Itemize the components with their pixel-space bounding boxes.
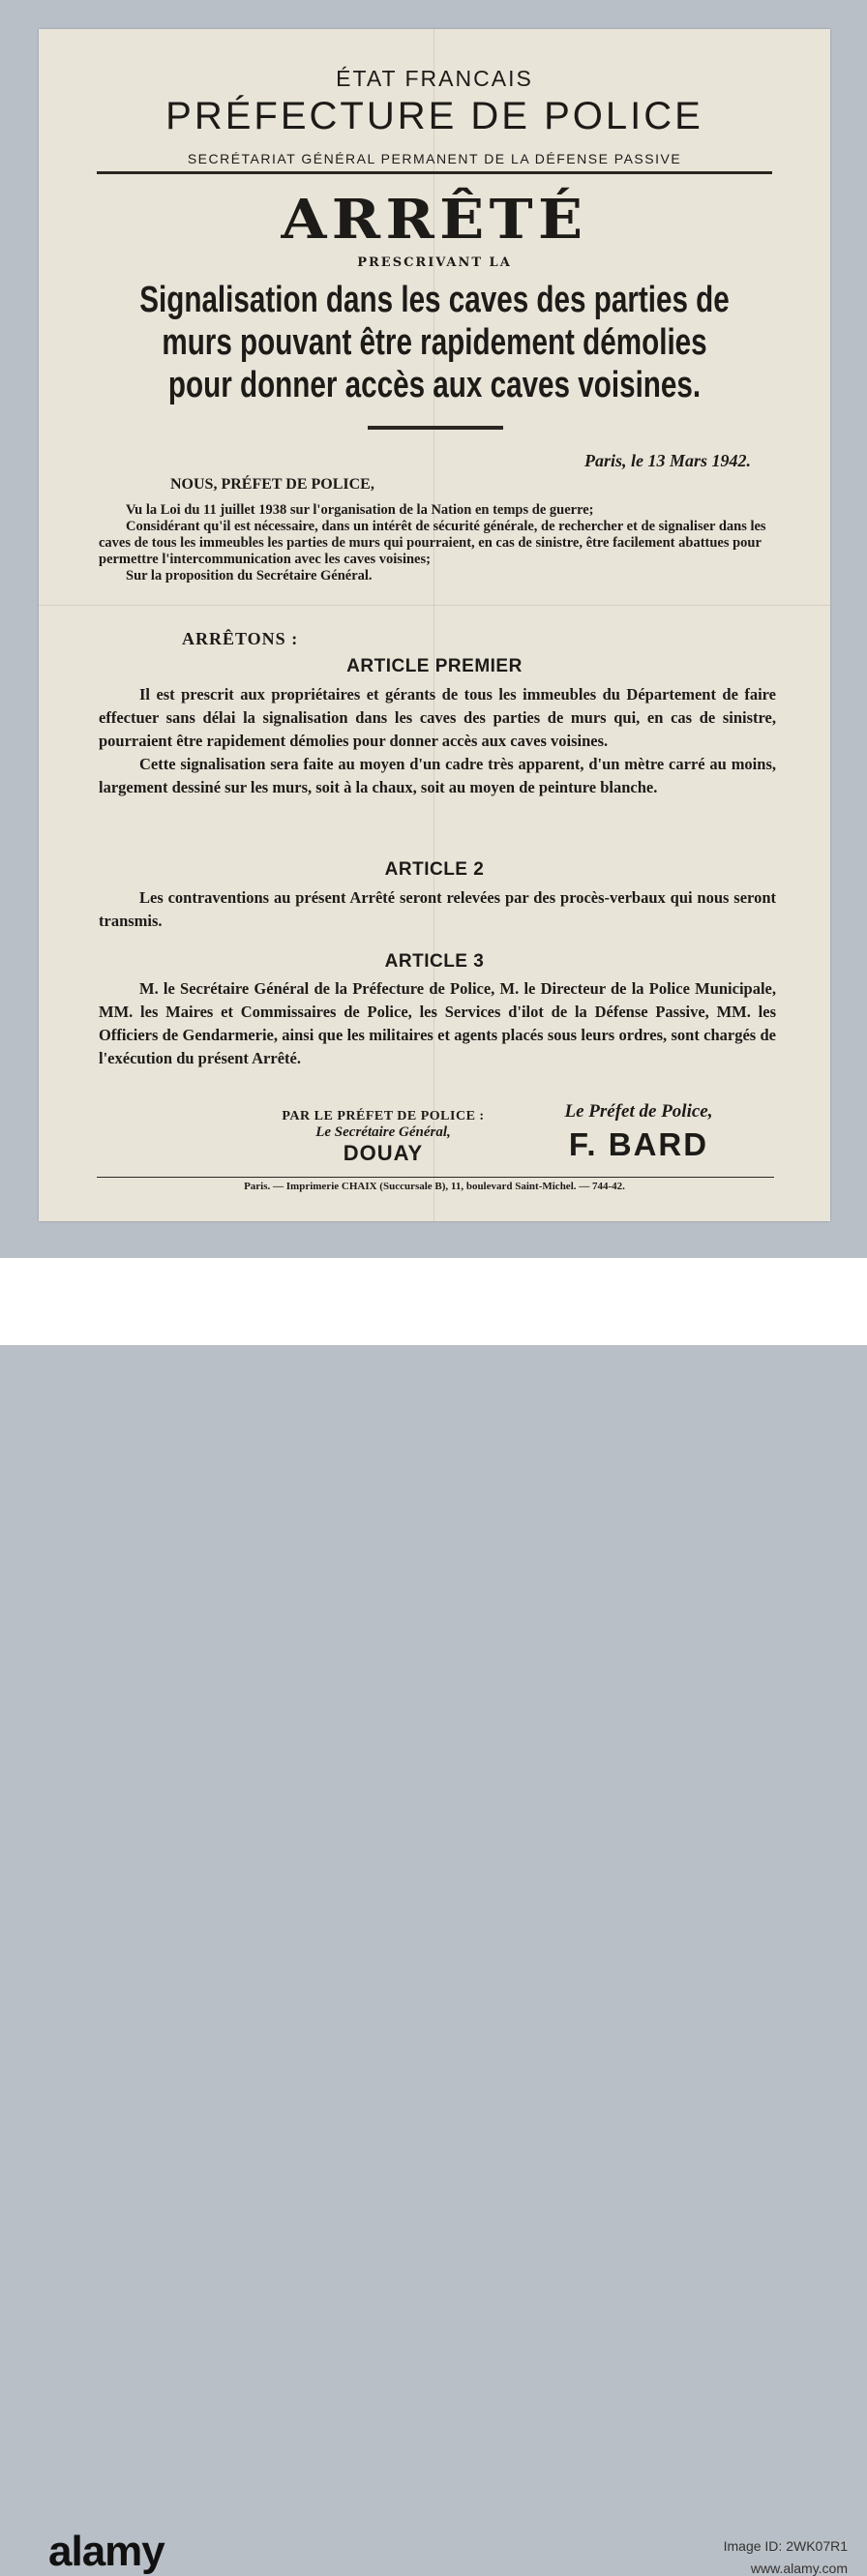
article-2-title: ARTICLE 2 <box>384 859 485 880</box>
article-3-title: ARTICLE 3 <box>384 951 485 972</box>
bard-signature: F. BARD <box>568 1126 709 1162</box>
article-1-title: ARTICLE PREMIER <box>346 656 523 676</box>
article-2-paragraph: Les contraventions au présent Arrêté seront relevées par des procès-verbaux qui nous seront transmis. <box>99 888 776 930</box>
title-rule <box>368 426 503 430</box>
secretary-signature-block <box>267 1109 499 1166</box>
headline <box>126 279 743 406</box>
alamy-logo: alamy <box>48 2528 164 2575</box>
headline-line: murs pouvant être rapidement démolies <box>162 322 707 363</box>
considerant: Considérant qu'il est nécessaire, dans un intérêt de sécurité générale, de rechercher et de signaliser dans les caves de tous les immeubles les parties de murs qui pourraient, en cas de sinistre, être facilement abattues pour permettre l'intercommunication avec les caves voisines; <box>99 519 766 567</box>
headline-line: pour donner accès aux caves voisines. <box>167 365 702 405</box>
date-line: Paris, le 13 Mars 1942. <box>583 451 751 470</box>
prescrivant-label: PRESCRIVANT LA <box>357 255 512 270</box>
article-1-paragraph: Cette signalisation sera faite au moyen d'un cadre très apparent, d'un mètre carré au moins, largement dessiné sur les murs, soit à la chaux, soit au moyen de peinture blanche. <box>99 755 776 796</box>
alamy-url: www.alamy.com <box>750 2561 848 2576</box>
article-3-body <box>99 977 776 1070</box>
article-1-paragraph: Il est prescrit aux propriétaires et gérants de tous les immeubles du Département de faire effectuer sans délai la signalisation dans les caves des parties de murs qui, en cas de sinistre, pourraient être rapidement démolies pour donner accès aux caves voisines. <box>99 685 776 750</box>
article-3-paragraph: M. le Secrétaire Général de la Préfecture de Police, M. le Directeur de la Police Municipale, MM. les Maires et Commissaires de Police, les Services d'ilot de la Défense Passive, MM. les Officiers de Gendarmerie, ainsi que les militaires et agents placés sous leurs ordres, sont chargés de l'exécution du présent Arrêté. <box>99 979 776 1067</box>
vu-la-loi: Vu la Loi du 11 juillet 1938 sur l'organisation de la Nation en temps de guerre; <box>126 502 594 518</box>
preamble <box>99 502 776 584</box>
headline-line: Signalisation dans les caves des parties de <box>139 280 730 320</box>
arrete-title: ARRÊTÉ <box>281 188 588 252</box>
image-id: Image ID: 2WK07R1 <box>723 2538 848 2554</box>
secretaire-general: Le Secrétaire Général, <box>315 1124 451 1140</box>
prefecture-title: PRÉFECTURE DE POLICE <box>165 95 703 137</box>
prefect-signature-block <box>523 1101 755 1163</box>
header-rule <box>97 171 772 174</box>
imprimerie-line: Paris. — Imprimerie CHAIX (Succursale B), 11, boulevard Saint-Michel. — 744-42. <box>244 1181 625 1192</box>
sur-la-proposition: Sur la proposition du Secrétaire Général. <box>126 568 373 584</box>
nous-prefet: NOUS, PRÉFET DE POLICE, <box>170 476 374 493</box>
secretariat-subtitle: SECRÉTARIAT GÉNÉRAL PERMANENT DE LA DÉFENSE PASSIVE <box>187 151 682 166</box>
par-le-prefet: PAR LE PRÉFET DE POLICE : <box>282 1109 485 1123</box>
etat-francais: ÉTAT FRANCAIS <box>336 66 533 91</box>
article-1-body <box>99 683 776 799</box>
poster <box>39 29 830 1221</box>
footer-rule <box>97 1177 774 1178</box>
douay-signature: DOUAY <box>343 1141 424 1165</box>
arretons-label: ARRÊTONS : <box>182 629 299 648</box>
le-prefet-de-police: Le Préfet de Police, <box>564 1101 713 1122</box>
article-2-body <box>99 886 776 933</box>
watermark-banner <box>0 1258 867 2576</box>
fold-line-horizontal <box>39 605 830 606</box>
